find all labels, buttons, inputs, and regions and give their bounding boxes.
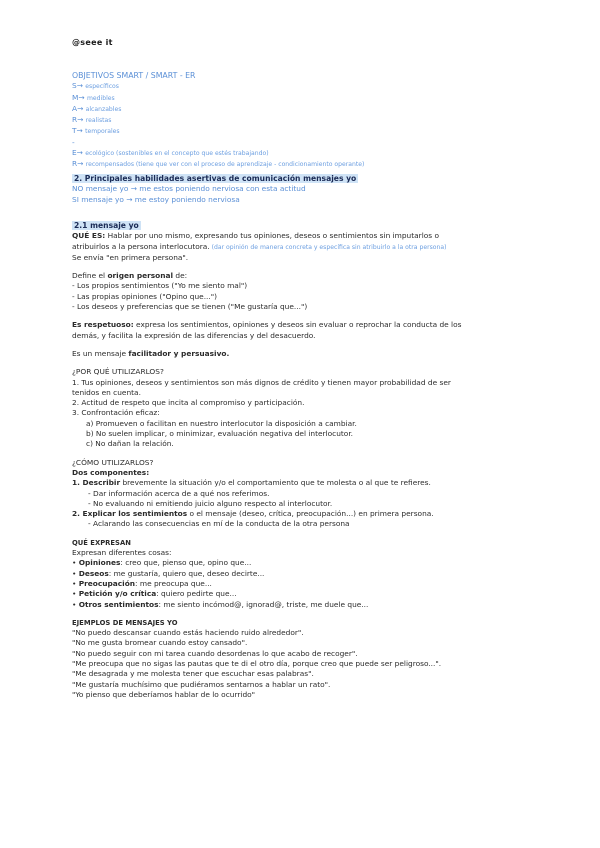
smart-dash: - [72, 137, 75, 147]
ejemplo-item: "No me gusta bromear cuando estoy cansado". [72, 638, 248, 648]
smart-list [72, 81, 532, 170]
expresan-item: • Deseos: me gustaría, quiero que, deseo decirte... [72, 568, 265, 578]
ejemplo-item: "No puedo seguir con mi tarea cuando desordenas lo que acabo de recoger". [72, 648, 358, 658]
si-mensaje-line: SI mensaje yo → me estoy poniendo nerviosa [72, 194, 240, 204]
origen-item: - Las propias opiniones ("Opino que...") [72, 291, 218, 301]
assertive-section [72, 174, 532, 205]
respetuoso-line2: demás, y facilita la expresión de las diferencias y del desacuerdo. [72, 330, 316, 340]
expresan-item: • Petición y/o crítica: quiero pedirte que... [72, 589, 237, 599]
porque-title: ¿POR QUÉ UTILIZARLOS? [72, 367, 164, 377]
que-es-line2: atribuirlos a la persona interlocutora. (dar opinión de manera concreta y específica sin atribuirlo a la otra persona) [72, 241, 447, 251]
ejemplo-item: "Me desagrada y me molesta tener que escuchar esas palabras". [72, 669, 314, 679]
smart-er-item: E→ ecológico (sostenibles en el concepto que estés trabajando) [72, 148, 269, 158]
envia-line: Se envía "en primera persona". [72, 252, 189, 262]
como-title: ¿CÓMO UTILIZARLOS? [72, 457, 154, 467]
watermark-logo: @seee it [72, 38, 113, 47]
subsection-heading: 2.1 mensaje yo [74, 221, 139, 230]
ejemplos-title: EJEMPLOS DE MENSAJES YO [72, 618, 178, 627]
componente-1-sub: - Dar información acerca de a qué nos referimos. [88, 488, 270, 498]
porque-item: 3. Confrontación eficaz: [72, 408, 160, 418]
smart-item: A→ alcanzables [72, 103, 122, 113]
componente-2-sub: - Aclarando las consecuencias en mí de la conducta de la otra persona [88, 519, 350, 529]
ejemplo-item: "Me gustaría muchísimo que pudiéramos sentarnos a hablar un rato". [72, 679, 331, 689]
no-mensaje-line: NO mensaje yo → me estos poniendo nerviosa con esta actitud [72, 184, 306, 194]
porque-item: 1. Tus opiniones, deseos y sentimientos son más dignos de crédito y tienen mayor probabilidad de ser [72, 377, 451, 387]
facilitador-line: Es un mensaje facilitador y persuasivo. [72, 348, 230, 358]
origen-item: - Los propios sentimientos ("Yo me siento mal") [72, 281, 248, 291]
porque-item: 2. Actitud de respeto que incita al compromiso y participación. [72, 398, 305, 408]
confrontacion-item: a) Promueven o facilitan en nuestro interlocutor la disposición a cambiar. [86, 418, 357, 428]
componentes-title: Dos componentes: [72, 467, 150, 477]
confrontacion-item: b) No suelen implicar, o minimizar, evaluación negativa del interlocutor. [86, 429, 354, 439]
smart-section [72, 71, 532, 171]
smart-item: T→ temporales [72, 126, 120, 136]
expresan-intro: Expresan diferentes cosas: [72, 548, 172, 558]
expresan-item: • Preocupación: me preocupa que... [72, 578, 212, 588]
expresan-item: • Otros sentimientos: me siento incómod@, ignorad@, triste, me duele que... [72, 599, 369, 609]
componente-1: 1. Describir brevemente la situación y/o el comportamiento que te molesta o al que te refieres. [72, 478, 431, 488]
smart-item: M→ medibles [72, 92, 115, 102]
respetuoso-line: Es respetuoso: expresa los sentimientos, opiniones y deseos sin evaluar o reprochar la conducta de los [72, 320, 462, 330]
ejemplo-item: "No puedo descansar cuando estás haciendo ruido alrededor". [72, 628, 304, 638]
ejemplo-item: "Yo pienso que deberíamos hablar de lo ocurrido" [72, 689, 256, 699]
que-expresan-title: QUÉ EXPRESAN [72, 538, 131, 547]
componente-2: 2. Explicar los sentimientos o el mensaje (deseo, crítica, preocupación...) en primera persona. [72, 509, 434, 519]
smart-item: S→ específicos [72, 81, 119, 91]
section-title: 2. Principales habilidades asertivas de comunicación mensajes yo [74, 174, 357, 183]
smart-item: R→ realistas [72, 115, 112, 125]
origen-item: - Los deseos y preferencias que se tienen ("Me gustaría que...") [72, 302, 308, 312]
smart-title: OBJETIVOS SMART / SMART - ER [72, 71, 196, 80]
expresan-item: • Opiniones: creo que, pienso que, opino que... [72, 558, 252, 568]
porque-item: tenidos en cuenta. [72, 387, 141, 397]
ejemplo-item: "Me preocupa que no sigas las pautas que te di el otro día, porque creo que puede ser peligroso...". [72, 658, 442, 668]
confrontacion-item: c) No dañan la relación. [86, 439, 174, 449]
define-line: Define el origen personal de: [72, 271, 188, 281]
que-es-line: QUÉ ES: Hablar por uno mismo, expresando tus opiniones, deseos o sentimientos sin imputarlos o [72, 231, 440, 241]
smart-er-item: R→ recompensados (tiene que ver con el proceso de aprendizaje - condicionamiento operante) [72, 159, 365, 169]
mensaje-yo-section [72, 221, 532, 700]
componente-1-sub: - No evaluando ni emitiendo juicio alguno respecto al interlocutor. [88, 498, 333, 508]
